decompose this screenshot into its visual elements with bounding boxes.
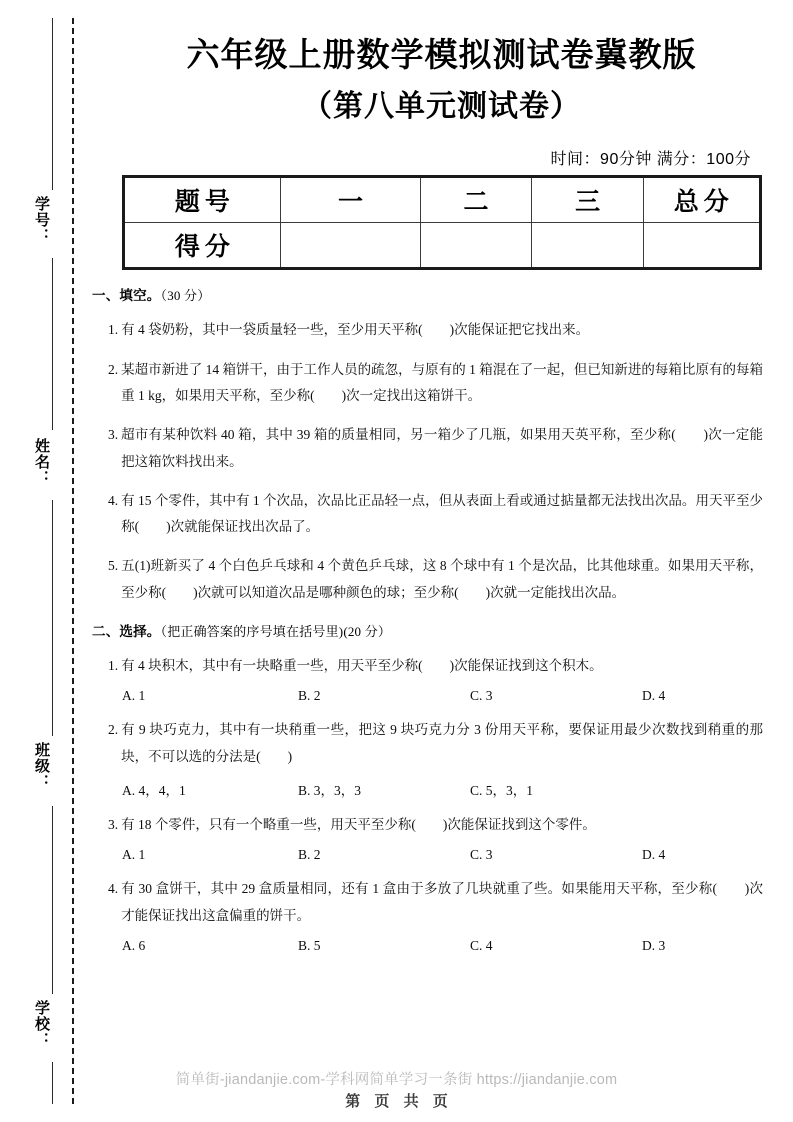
question-number: 2.: [108, 361, 119, 377]
left-margin-strip: [0, 0, 90, 1122]
question-text: 有 4 块积木，其中有一块略重一些，用天平至少称( )次能保证找到这个积木。: [121, 658, 603, 674]
question-number: 1.: [108, 322, 119, 338]
margin-rule-2: [52, 258, 53, 430]
option-a[interactable]: A. 1: [122, 688, 146, 704]
option-c[interactable]: C. 4: [470, 937, 493, 953]
option-d[interactable]: D. 4: [642, 847, 666, 863]
margin-rule-4: [52, 806, 53, 994]
score-table-col-total: 总分: [644, 177, 761, 223]
question-item: [108, 653, 763, 679]
option-c[interactable]: C. 5，3，1: [470, 783, 534, 798]
question-text: 有 30 盒饼干，其中 29 盒质量相同，还有 1 盒由于多放了几块就重了些。如果能用天平称，至少称( )次才能保证找出这盒偏重的饼干。: [121, 881, 763, 923]
footer-watermark: 简单街-jiandanjie.com-学科网简单学习一条街 https://jiandanjie.com: [175, 1072, 618, 1088]
exam-meta-line: 时间：90分钟 满分：100分: [550, 151, 751, 169]
option-d[interactable]: D. 4: [642, 688, 666, 704]
margin-rule-3: [52, 500, 53, 736]
footer-page-number: 第 页 共 页: [345, 1093, 453, 1110]
score-table-col-1: 一: [281, 177, 421, 223]
score-table-row-label-question: 题号: [123, 177, 281, 223]
option-row: [122, 847, 763, 863]
margin-label-class: 班级：: [33, 742, 50, 790]
question-text: 五(1)班新买了 4 个白色乒乓球和 4 个黄色乒乓球，这 8 个球中有 1 个是次品，比其他球重。如果用天平称，至少称( )次就可以知道次品是哪种颜色的球；至少称( )次就一定能找出次品。: [121, 558, 763, 600]
option-a[interactable]: A. 1: [122, 847, 146, 863]
question-item: [108, 357, 763, 410]
page-content: [90, 0, 793, 1122]
score-table-wrapper: [122, 175, 762, 270]
option-b[interactable]: B. 5: [298, 937, 321, 953]
question-item: [108, 717, 763, 770]
question-item: [108, 812, 763, 838]
section-1-points: （30 分）: [160, 288, 211, 304]
cut-dashed-line: [72, 18, 74, 1104]
table-row-question-numbers: [123, 177, 760, 223]
question-number: 3.: [108, 427, 119, 443]
score-table-col-2: 二: [420, 177, 532, 223]
score-table-col-3: 三: [532, 177, 644, 223]
option-a[interactable]: A. 4，4，1: [122, 783, 186, 798]
question-number: 1.: [108, 658, 119, 674]
question-text: 超市有某种饮料 40 箱，其中 39 箱的质量相同，另一箱少了几瓶，如果用天英平称，至少称( )次一定能把这箱饮料找出来。: [121, 427, 763, 469]
option-b[interactable]: B. 2: [298, 688, 321, 704]
section-heading-multiple-choice: [92, 620, 763, 640]
question-number: 4.: [108, 492, 119, 508]
question-item: [108, 422, 763, 475]
margin-rule-1: [52, 18, 53, 190]
question-text: 有 4 袋奶粉，其中一袋质量轻一些，至少用天平称( )次能保证把它找出来。: [121, 322, 590, 338]
question-number: 2.: [108, 722, 119, 738]
section-2-points: （把正确答案的序号填在括号里)(20 分）: [160, 624, 392, 640]
section-heading-fill-blank: [92, 284, 763, 304]
option-b[interactable]: B. 2: [298, 847, 321, 863]
page-subtitle: （第八单元测试卷）: [302, 90, 581, 124]
option-row: [122, 779, 763, 799]
questions-area: [90, 284, 793, 954]
question-text: 有 18 个零件，只有一个略重一些，用天平至少称( )次能保证找到这个零件。: [121, 817, 596, 832]
section-2-title: 二、选择。: [92, 624, 161, 640]
score-cell-2[interactable]: [420, 223, 532, 269]
option-a[interactable]: A. 6: [122, 937, 146, 953]
question-item: [108, 488, 763, 541]
question-item: [108, 553, 763, 606]
margin-label-student-id: 学号：: [33, 196, 50, 244]
question-number: 5.: [108, 558, 119, 574]
option-row: [122, 938, 763, 954]
question-number: 3.: [108, 817, 119, 832]
title-block: [90, 0, 793, 126]
option-d[interactable]: D. 3: [642, 937, 666, 953]
page-title: 六年级上册数学模拟测试卷冀教版: [186, 36, 697, 73]
table-row-scores: [123, 223, 760, 269]
option-b[interactable]: B. 3，3，3: [298, 783, 362, 798]
score-table: [122, 175, 762, 270]
option-c[interactable]: C. 3: [470, 688, 493, 704]
score-cell-total[interactable]: [644, 223, 761, 269]
question-text: 有 15 个零件，其中有 1 个次品，次品比正品轻一点，但从表面上看或通过掂量都无法找出次品。用天平至少称( )次就能保证找出次品了。: [121, 492, 763, 535]
option-c[interactable]: C. 3: [470, 847, 493, 863]
option-row: [122, 688, 763, 704]
section-1-title: 一、填空。: [92, 288, 161, 304]
score-cell-3[interactable]: [532, 223, 644, 269]
question-text: 有 9 块巧克力，其中有一块稍重一些，把这 9 块巧克力分 3 份用天平称，要保证用最少次数找到稍重的那块，不可以选的分法是( ): [121, 722, 763, 764]
margin-label-school: 学校：: [33, 1000, 50, 1048]
score-table-row-label-score: 得分: [123, 223, 281, 269]
question-text: 某超市新进了 14 箱饼干，由于工作人员的疏忽，与原有的 1 箱混在了一起，但已知新进的每箱比原有的每箱重 1 kg，如果用天平称，至少称( )次一定找出这箱饼干。: [121, 361, 763, 403]
question-item: [108, 876, 763, 929]
question-item: [108, 317, 763, 343]
question-number: 4.: [108, 881, 119, 897]
score-cell-1[interactable]: [281, 223, 421, 269]
margin-label-name: 姓名：: [33, 438, 50, 486]
